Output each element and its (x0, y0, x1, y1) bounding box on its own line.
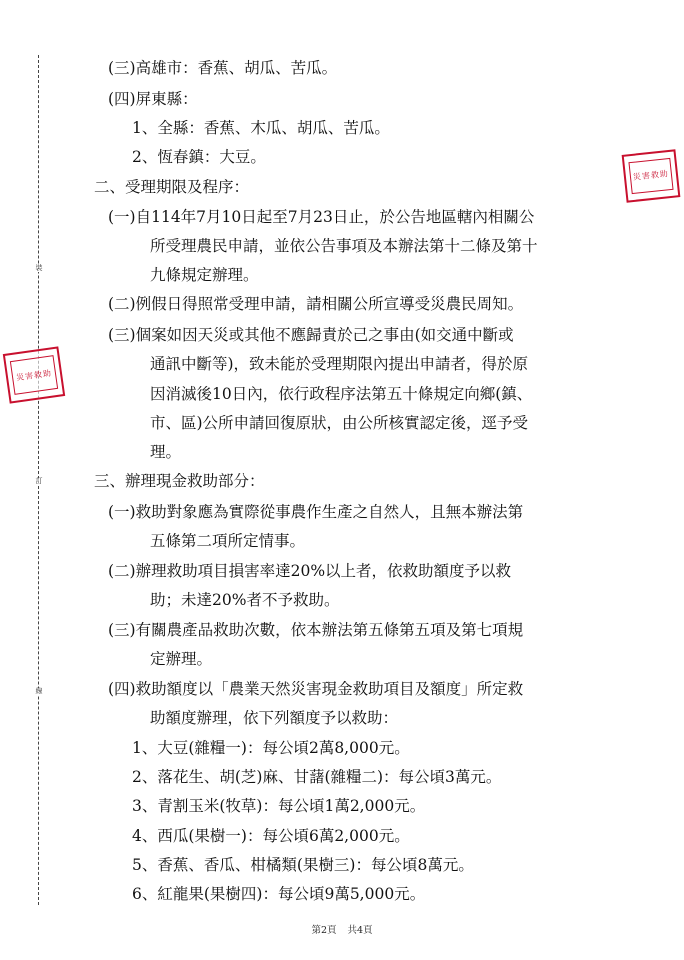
page-number: 第2頁 (311, 925, 337, 936)
text-line: 2、恆春鎮：大豆。 (132, 148, 266, 166)
text-line: 助額度辦理，依下列額度予以救助： (150, 709, 399, 727)
section-heading: 三、辦理現金救助部分： (94, 472, 265, 490)
text-line: (四)救助額度以「農業天然災害現金救助項目及額度」所定救 (108, 680, 524, 698)
text-line: 1、全縣：香蕉、木瓜、胡瓜、苦瓜。 (132, 119, 390, 137)
text-line: (三)個案如因天災或其他不應歸責於己之事由(如交通中斷或 (108, 326, 514, 344)
list-item: 3、青割玉米(牧草)：每公頃1萬2,000元。 (132, 797, 426, 815)
seal-stamp-right (622, 149, 681, 202)
list-item: 6、紅龍果(果樹四)：每公頃9萬5,000元。 (132, 885, 426, 903)
text-line: 定辦理。 (150, 650, 213, 668)
seal-stamp-right-text: 災害救助 (628, 157, 673, 194)
text-line: (二)例假日得照常受理申請，請相關公所宣導受災農民周知。 (108, 295, 524, 313)
text-line: (三)高雄市：香蕉、胡瓜、苦瓜。 (108, 59, 338, 77)
text-line: 因消滅後10日內，依行政程序法第五十條規定向鄉(鎮、 (150, 385, 533, 403)
text-line: (三)有關農產品救助次數，依本辦法第五條第五項及第七項規 (108, 621, 524, 639)
page-total: 共4頁 (347, 925, 373, 936)
page-footer (0, 922, 684, 936)
list-item: 4、西瓜(果樹一)：每公頃6萬2,000元。 (132, 827, 410, 845)
text-line: (四)屏東縣： (108, 90, 198, 108)
text-line: 五條第二項所定情事。 (150, 532, 306, 550)
text-line: (一)自114年7月10日起至7月23日止，於公告地區轄內相關公 (108, 208, 535, 226)
list-item: 2、落花生、胡(芝)麻、甘藷(雜糧二)：每公頃3萬元。 (132, 768, 502, 786)
text-line: (一)救助對象應為實際從事農作生產之自然人，且無本辦法第 (108, 503, 524, 521)
list-item: 1、大豆(雜糧一)：每公頃2萬8,000元。 (132, 739, 410, 757)
list-item: 5、香蕉、香瓜、柑橘類(果樹三)：每公頃8萬元。 (132, 856, 474, 874)
text-line: (二)辦理救助項目損害率達20%以上者，依救助額度予以救 (108, 562, 512, 580)
binding-mark-xian: 線 (33, 688, 45, 695)
seal-stamp-left-text: 災害救助 (10, 355, 58, 395)
seal-stamp-left (3, 346, 65, 403)
text-line: 所受理農民申請，並依公告事項及本辦法第十二條及第十 (150, 237, 538, 255)
text-line: 市、區)公所申請回復原狀，由公所核實認定後，逕予受 (150, 414, 529, 432)
text-line: 理。 (150, 443, 182, 461)
text-line: 通訊中斷等)，致未能於受理期限內提出申請者，得於原 (150, 355, 529, 373)
text-line: 九條規定辦理。 (150, 266, 259, 284)
text-line: 助；未達20%者不予救助。 (150, 591, 340, 609)
binding-mark-ding: 訂 (33, 478, 45, 485)
section-heading: 二、受理期限及程序： (94, 178, 250, 196)
binding-mark-zhuang: 裝 (33, 265, 45, 272)
